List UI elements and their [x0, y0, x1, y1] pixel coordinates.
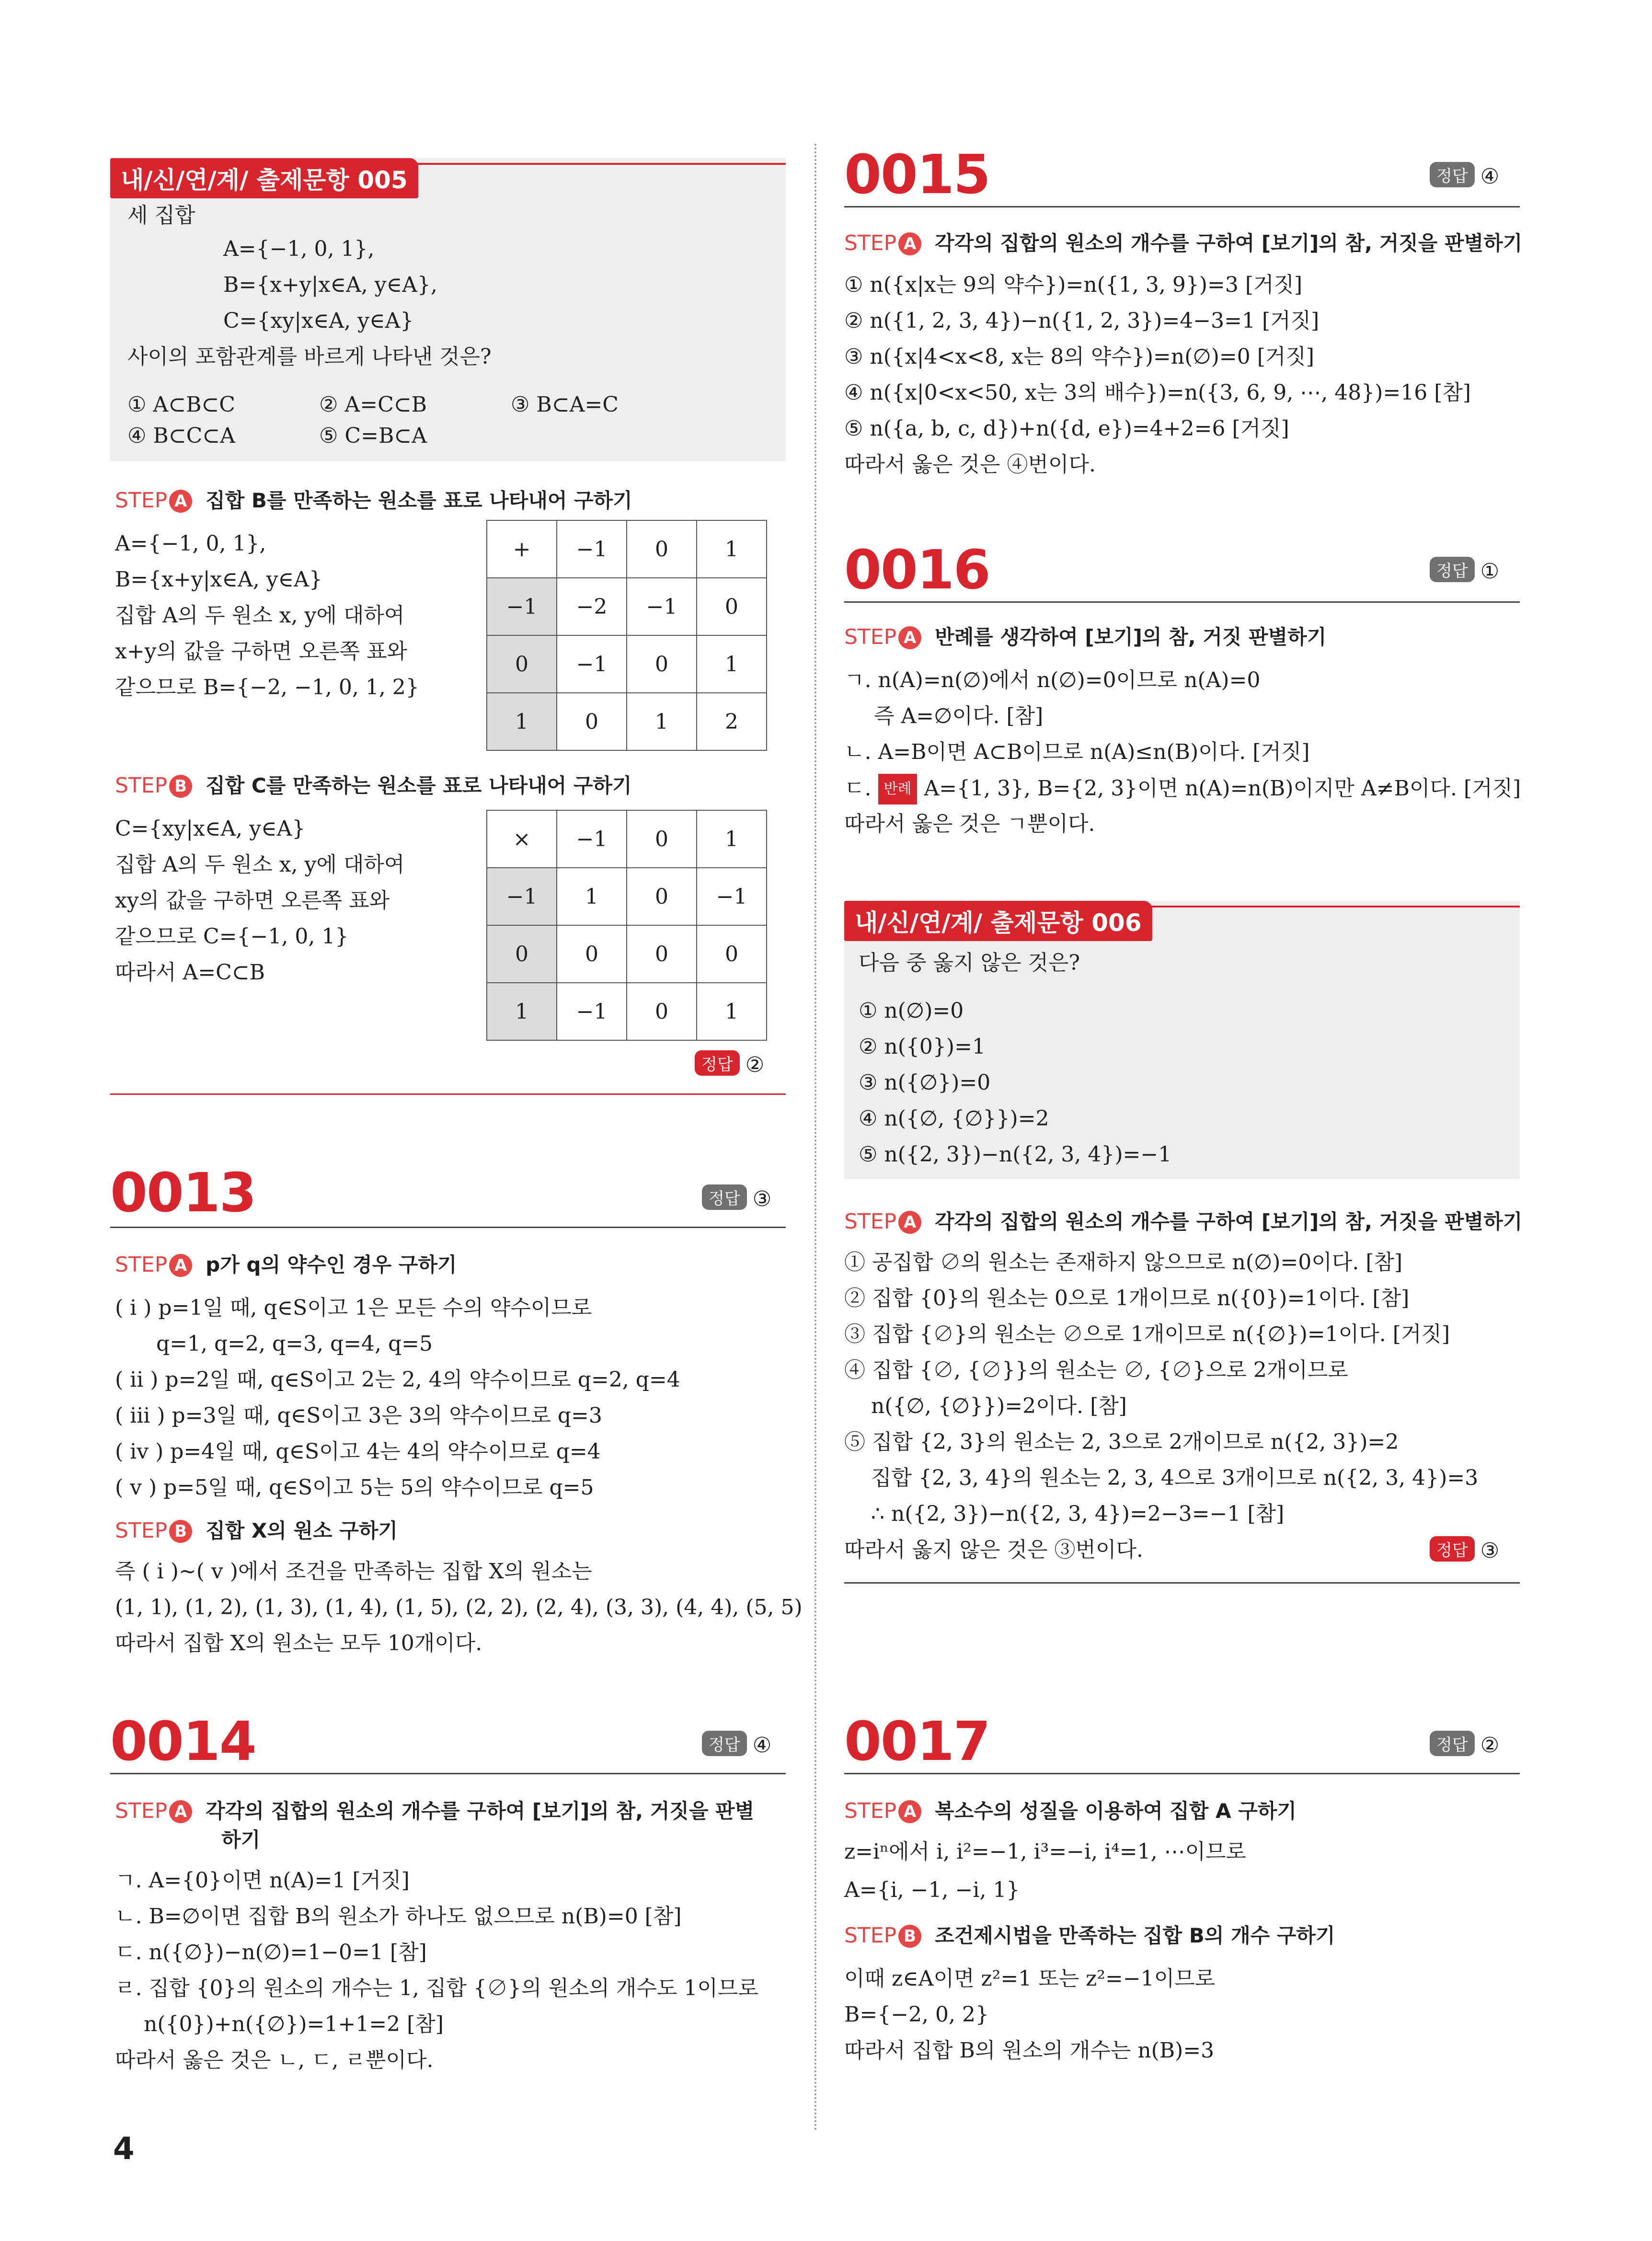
problem-005-line: 세 집합	[127, 203, 195, 228]
solution-line: 따라서 집합 X의 원소는 모두 10개이다.	[115, 1631, 482, 1655]
solution-line: B={−2, 0, 2}	[844, 2002, 989, 2027]
answer-tag: 정답	[702, 1731, 747, 1756]
problem-006-badge: 내/신/연/계/ 출제문항 006	[844, 901, 1152, 941]
answer-value: ②	[745, 1053, 765, 1077]
answer-0013	[702, 1184, 771, 1211]
solution-line: ∴ n({2, 3})−n({2, 3, 4})=2−3=−1 [참]	[871, 1502, 1285, 1526]
problem-006-line: ② n({0})=1	[859, 1034, 986, 1059]
problem-006-line: 다음 중 옳지 않은 것은?	[859, 951, 1080, 975]
choice-4: ④ B⊂C⊂A	[127, 424, 235, 448]
solution-line: ( ii ) p=2일 때, q∈S이고 2는 2, 4의 약수이므로 q=2, q=4	[115, 1368, 680, 1392]
problem-number: 0015	[844, 144, 990, 206]
answer-value: ④	[752, 1733, 772, 1758]
step-label: STEP	[844, 231, 897, 255]
answer-tag: 정답	[702, 1184, 747, 1210]
step-letter-icon: A	[169, 1254, 192, 1277]
table-cell: 0	[697, 925, 767, 983]
section-rule	[844, 1582, 1520, 1584]
solution-line	[844, 774, 1521, 804]
problem-006-line: ③ n({∅})=0	[859, 1070, 991, 1095]
solution-line: ㄷ. n({∅})−n(∅)=1−0=1 [참]	[115, 1940, 427, 1965]
answer-0016	[1430, 557, 1499, 584]
solution-line: ㄱ. n(A)=n(∅)에서 n(∅)=0이므로 n(A)=0	[844, 668, 1261, 692]
table-cell: −1	[697, 868, 767, 925]
product-table	[486, 810, 767, 1041]
solution-line: ③ 집합 {∅}의 원소는 ∅으로 1개이므로 n({∅})=1이다. [거짓]	[844, 1322, 1450, 1346]
step-a-line: x+y의 값을 구하면 오른쪽 표와	[115, 639, 408, 664]
answer-tag: 정답	[1430, 162, 1475, 187]
solution-line: (1, 1), (1, 2), (1, 3), (1, 4), (1, 5), (2, 2), (2, 4), (3, 3), (4, 4), (5, 5)	[115, 1595, 803, 1620]
step-title: p가 q의 약수인 경우 구하기	[206, 1253, 457, 1276]
step-b-line: 집합 A의 두 원소 x, y에 대하여	[115, 852, 405, 877]
counterexample-text: A={1, 3}, B={2, 3}이면 n(A)=n(B)이지만 A≠B이다. [거짓]	[924, 776, 1521, 801]
step-b-line: 따라서 A=C⊂B	[115, 960, 265, 985]
step-title: 각각의 집합의 원소의 개수를 구하여 [보기]의 참, 거짓을 판별	[206, 1799, 755, 1823]
step-label: STEP	[115, 488, 168, 513]
table-cell: 0	[627, 810, 697, 868]
solution-line: 이때 z∈A이면 z²=1 또는 z²=−1이므로	[844, 1966, 1216, 1991]
table-cell: 1	[487, 693, 557, 750]
solution-line: ㄴ. A=B이면 A⊂B이므로 n(A)≤n(B)이다. [거짓]	[844, 740, 1310, 764]
table-cell: 1	[697, 635, 767, 693]
problem-number: 0017	[844, 1711, 990, 1773]
step-label: STEP	[844, 1209, 897, 1234]
step-b-line: 같으므로 C={−1, 0, 1}	[115, 924, 349, 949]
answer-0014	[702, 1731, 771, 1758]
step-letter-icon: A	[898, 1211, 921, 1234]
item-prefix: ㄷ.	[844, 776, 872, 801]
problem-006-line: ④ n({∅, {∅}})=2	[859, 1106, 1049, 1131]
solution-line: ( i ) p=1일 때, q∈S이고 1은 모든 수의 약수이므로	[115, 1296, 592, 1320]
table-cell: +	[487, 520, 557, 578]
step-label: STEP	[844, 1799, 897, 1823]
counterexample-tag: 반례	[878, 774, 918, 804]
step-a-heading	[115, 1251, 457, 1279]
section-rule	[110, 1773, 786, 1774]
table-cell: 1	[697, 983, 767, 1040]
solution-line: ( v ) p=5일 때, q∈S이고 5는 5의 약수이므로 q=5	[115, 1475, 594, 1500]
problem-005-line: 사이의 포함관계를 바르게 나타낸 것은?	[127, 345, 492, 369]
problem-005-badge: 내/신/연/계/ 출제문항 005	[110, 158, 418, 198]
solution-line: z=iⁿ에서 i, i²=−1, i³=−i, i⁴=1, ⋯이므로	[844, 1839, 1247, 1864]
step-b-line: C={xy|x∈A, y∈A}	[115, 816, 306, 841]
step-title: 집합 B를 만족하는 원소를 표로 나타내어 구하기	[206, 489, 632, 512]
step-letter-icon: B	[898, 1925, 921, 1948]
answer-value: ④	[1480, 164, 1500, 189]
answer-005	[695, 1050, 764, 1077]
problem-number: 0016	[844, 539, 990, 601]
problem-number: 0013	[110, 1162, 256, 1224]
solution-line: n({∅, {∅}})=2이다. [참]	[871, 1394, 1127, 1418]
sum-table	[486, 520, 767, 751]
table-cell: 0	[627, 520, 697, 578]
solution-line: ④ 집합 {∅, {∅}}의 원소는 ∅, {∅}으로 2개이므로	[844, 1358, 1348, 1382]
step-label: STEP	[115, 1518, 168, 1543]
table-cell: 0	[627, 983, 697, 1040]
table-cell: 1	[627, 693, 697, 750]
solution-line: ( iv ) p=4일 때, q∈S이고 4는 4의 약수이므로 q=4	[115, 1439, 601, 1464]
step-letter-icon: A	[898, 626, 921, 649]
solution-line: ⑤ 집합 {2, 3}의 원소는 2, 3으로 2개이므로 n({2, 3})=2	[844, 1430, 1399, 1454]
answer-tag: 정답	[695, 1050, 740, 1076]
answer-0017	[1430, 1731, 1499, 1758]
problem-005-rule	[398, 163, 786, 165]
step-label: STEP	[115, 773, 168, 798]
step-a-heading	[115, 1797, 754, 1826]
step-title: 반례를 생각하여 [보기]의 참, 거짓 판별하기	[935, 625, 1327, 649]
table-cell: 0	[557, 693, 627, 750]
table-cell: 0	[627, 868, 697, 925]
step-label: STEP	[844, 1923, 897, 1948]
table-cell: 1	[697, 520, 767, 578]
step-label: STEP	[844, 625, 897, 649]
table-cell: −1	[627, 578, 697, 635]
solution-line: ① 공집합 ∅의 원소는 존재하지 않으므로 n(∅)=0이다. [참]	[844, 1250, 1403, 1275]
solution-line: ㄱ. A={0}이면 n(A)=1 [거짓]	[115, 1868, 410, 1893]
step-a-line: 집합 A의 두 원소 x, y에 대하여	[115, 603, 405, 628]
table-cell: 1	[557, 868, 627, 925]
step-letter-icon: A	[169, 1800, 192, 1823]
answer-006	[1430, 1536, 1499, 1563]
answer-0015	[1430, 162, 1499, 189]
section-rule	[844, 206, 1520, 207]
step-a-heading	[844, 229, 1522, 258]
step-title-continued: 하기	[221, 1828, 261, 1851]
table-cell: ×	[487, 810, 557, 868]
problem-number: 0014	[110, 1711, 256, 1773]
solution-line: 따라서 옳은 것은 ㄱ뿐이다.	[844, 812, 1095, 836]
table-cell: −1	[557, 810, 627, 868]
solution-line: 집합 {2, 3, 4}의 원소는 2, 3, 4으로 3개이므로 n({2, 3, 4})=3	[871, 1466, 1479, 1490]
table-cell: −2	[557, 578, 627, 635]
step-title: 조건제시법을 만족하는 집합 B의 개수 구하기	[935, 1924, 1335, 1947]
step-a-line: B={x+y|x∈A, y∈A}	[115, 567, 322, 592]
table-cell: 0	[697, 578, 767, 635]
solution-line: ① n({x|x는 9의 약수})=n({1, 3, 9})=3 [거짓]	[844, 273, 1303, 297]
step-label: STEP	[115, 1253, 168, 1277]
step-title: 집합 C를 만족하는 원소를 표로 나타내어 구하기	[206, 774, 632, 797]
step-b-heading	[115, 771, 632, 800]
table-cell: 0	[627, 635, 697, 693]
solution-line: 따라서 집합 B의 원소의 개수는 n(B)=3	[844, 2038, 1215, 2063]
step-a-heading	[115, 486, 632, 515]
step-letter-icon: A	[898, 1800, 921, 1823]
step-title: 각각의 집합의 원소의 개수를 구하여 [보기]의 참, 거짓을 판별하기	[935, 231, 1523, 255]
step-title: 집합 X의 원소 구하기	[206, 1519, 398, 1542]
solution-line: ㄴ. B=∅이면 집합 B의 원소가 하나도 없으므로 n(B)=0 [참]	[115, 1904, 682, 1929]
step-letter-icon: A	[169, 490, 192, 513]
step-letter-icon: B	[169, 1520, 192, 1543]
answer-value: ③	[752, 1187, 772, 1211]
solution-line: ② 집합 {0}의 원소는 0으로 1개이므로 n({0})=1이다. [참]	[844, 1286, 1410, 1310]
step-b-heading	[115, 1517, 398, 1545]
problem-005-line: C={xy|x∈A, y∈A}	[223, 309, 414, 333]
section-rule	[110, 1093, 786, 1095]
choice-2: ② A=C⊂B	[319, 392, 427, 417]
table-cell: 0	[487, 635, 557, 693]
answer-value: ②	[1480, 1733, 1500, 1758]
step-b-line: xy의 값을 구하면 오른쪽 표와	[115, 888, 390, 913]
step-a-heading	[844, 623, 1326, 652]
table-cell: 1	[697, 810, 767, 868]
step-title: 복소수의 성질을 이용하여 집합 A 구하기	[935, 1799, 1296, 1823]
step-b-heading	[844, 1921, 1335, 1950]
solution-line: 따라서 옳지 않은 것은 ③번이다.	[844, 1538, 1143, 1562]
choice-1: ① A⊂B⊂C	[127, 392, 235, 417]
column-divider	[815, 144, 816, 2132]
problem-005-line: B={x+y|x∈A, y∈A},	[223, 273, 437, 297]
solution-line: q=1, q=2, q=3, q=4, q=5	[156, 1332, 433, 1356]
page-number: 4	[113, 2131, 135, 2167]
section-rule	[844, 601, 1520, 603]
solution-line: ② n({1, 2, 3, 4})−n({1, 2, 3})=4−3=1 [거짓]	[844, 309, 1319, 333]
step-a-line: 같으므로 B={−2, −1, 0, 1, 2}	[115, 675, 419, 700]
solution-line: A={i, −1, −i, 1}	[844, 1878, 1020, 1902]
solution-line: 따라서 옳은 것은 ④번이다.	[844, 452, 1096, 477]
section-rule	[844, 1773, 1520, 1774]
table-cell: 1	[487, 983, 557, 1040]
table-cell: 0	[557, 925, 627, 983]
choice-5: ⑤ C=B⊂A	[319, 424, 427, 448]
answer-value: ③	[1480, 1539, 1500, 1563]
solution-line: 따라서 옳은 것은 ㄴ, ㄷ, ㄹ뿐이다.	[115, 2048, 434, 2072]
answer-tag: 정답	[1430, 1731, 1475, 1756]
solution-line: ㄹ. 집합 {0}의 원소의 개수는 1, 집합 {∅}의 원소의 개수도 1이므로	[115, 1976, 758, 2000]
step-a-line: A={−1, 0, 1},	[115, 531, 266, 556]
section-rule	[110, 1227, 786, 1228]
problem-006-line: ① n(∅)=0	[859, 999, 964, 1023]
answer-tag: 정답	[1430, 557, 1475, 582]
table-cell: 2	[697, 693, 767, 750]
table-cell: −1	[487, 868, 557, 925]
problem-006-line: ⑤ n({2, 3})−n({2, 3, 4})=−1	[859, 1142, 1172, 1167]
solution-line: 즉 ( i )~( v )에서 조건을 만족하는 집합 X의 원소는	[115, 1559, 592, 1584]
answer-tag: 정답	[1430, 1536, 1475, 1562]
table-cell: −1	[557, 520, 627, 578]
step-a-heading	[844, 1797, 1296, 1826]
solution-line: ( iii ) p=3일 때, q∈S이고 3은 3의 약수이므로 q=3	[115, 1403, 602, 1428]
problem-006-rule	[1132, 906, 1520, 908]
step-letter-icon: B	[169, 775, 192, 798]
solution-line: ⑤ n({a, b, c, d})+n({d, e})=4+2=6 [거짓]	[844, 416, 1289, 441]
step-letter-icon: A	[898, 232, 921, 255]
step-title: 각각의 집합의 원소의 개수를 구하여 [보기]의 참, 거짓을 판별하기	[935, 1210, 1523, 1233]
step-label: STEP	[115, 1799, 168, 1823]
table-cell: −1	[557, 983, 627, 1040]
table-cell: −1	[557, 635, 627, 693]
problem-005-line: A={−1, 0, 1},	[223, 237, 375, 261]
solution-line: 즉 A=∅이다. [참]	[874, 704, 1044, 728]
step-a-heading	[844, 1207, 1522, 1236]
solution-line: ④ n({x|0<x<50, x는 3의 배수})=n({3, 6, 9, ⋯, 48})=16 [참]	[844, 380, 1471, 405]
answer-value: ①	[1480, 559, 1500, 584]
solution-line: n({0})+n({∅})=1+1=2 [참]	[144, 2012, 444, 2036]
choice-3: ③ B⊂A=C	[511, 392, 619, 417]
solution-line: ③ n({x|4<x<8, x는 8의 약수})=n(∅)=0 [거짓]	[844, 345, 1315, 369]
table-cell: 0	[627, 925, 697, 983]
table-cell: −1	[487, 578, 557, 635]
table-cell: 0	[487, 925, 557, 983]
